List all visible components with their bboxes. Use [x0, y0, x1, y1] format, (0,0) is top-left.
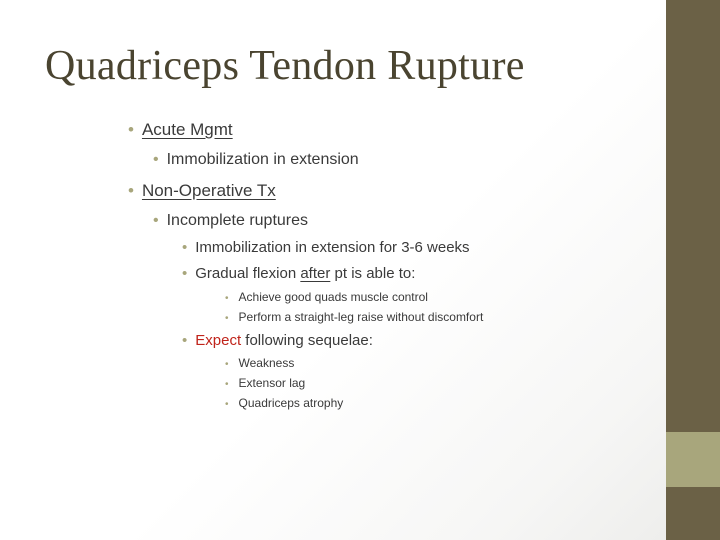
bullet-weakness	[225, 356, 294, 370]
bullet-icon: •	[153, 212, 159, 229]
bullet-text: Achieve good quads muscle control	[238, 290, 428, 304]
bullet-icon: •	[225, 313, 229, 324]
bullet-icon: •	[182, 332, 188, 349]
bullet-text: Perform a straight-leg raise without discomfort	[238, 310, 484, 324]
bullet-acute-mgmt	[128, 120, 233, 140]
bullet-icon: •	[182, 265, 188, 282]
bullet-icon: •	[153, 151, 159, 168]
decorative-sidebar	[666, 0, 720, 540]
bullet-achieve-control	[225, 290, 428, 304]
bullet-expect-sequelae	[182, 332, 373, 349]
bullet-text: Weakness	[238, 356, 295, 370]
decorative-sidebar-band	[666, 432, 720, 487]
bullet-text: Immobilization in extension for 3-6 weeks	[195, 239, 470, 256]
bullet-immobilization	[153, 151, 359, 169]
bullet-icon: •	[225, 399, 229, 410]
bullet-text: Quadriceps atrophy	[238, 396, 344, 410]
bullet-text: Extensor lag	[238, 376, 306, 390]
bullet-text-emphasis: Expect	[195, 332, 242, 349]
bullet-gradual-flexion	[182, 265, 415, 282]
bullet-icon: •	[225, 379, 229, 390]
bullet-text: pt is able to:	[330, 265, 416, 282]
bullet-incomplete-ruptures	[153, 212, 308, 230]
bullet-non-operative	[128, 181, 276, 201]
slide-title: Quadriceps Tendon Rupture	[45, 43, 525, 89]
bullet-icon: •	[225, 359, 229, 370]
bullet-straight-leg-raise	[225, 310, 483, 324]
bullet-text: Non-Operative Tx	[141, 181, 276, 200]
bullet-icon: •	[182, 239, 188, 256]
bullet-icon: •	[128, 120, 134, 139]
bullet-text-emphasis: after	[300, 265, 331, 282]
bullet-quadriceps-atrophy	[225, 396, 343, 410]
bullet-extensor-lag	[225, 376, 305, 390]
bullet-text: Incomplete ruptures	[166, 212, 309, 229]
bullet-text: Gradual flexion	[195, 265, 301, 282]
bullet-icon: •	[128, 181, 134, 200]
bullet-text: Immobilization in extension	[166, 151, 359, 168]
bullet-text: following sequelae:	[241, 332, 373, 349]
bullet-immobilization-weeks	[182, 239, 470, 256]
bullet-icon: •	[225, 293, 229, 304]
bullet-text: Acute Mgmt	[141, 120, 233, 139]
